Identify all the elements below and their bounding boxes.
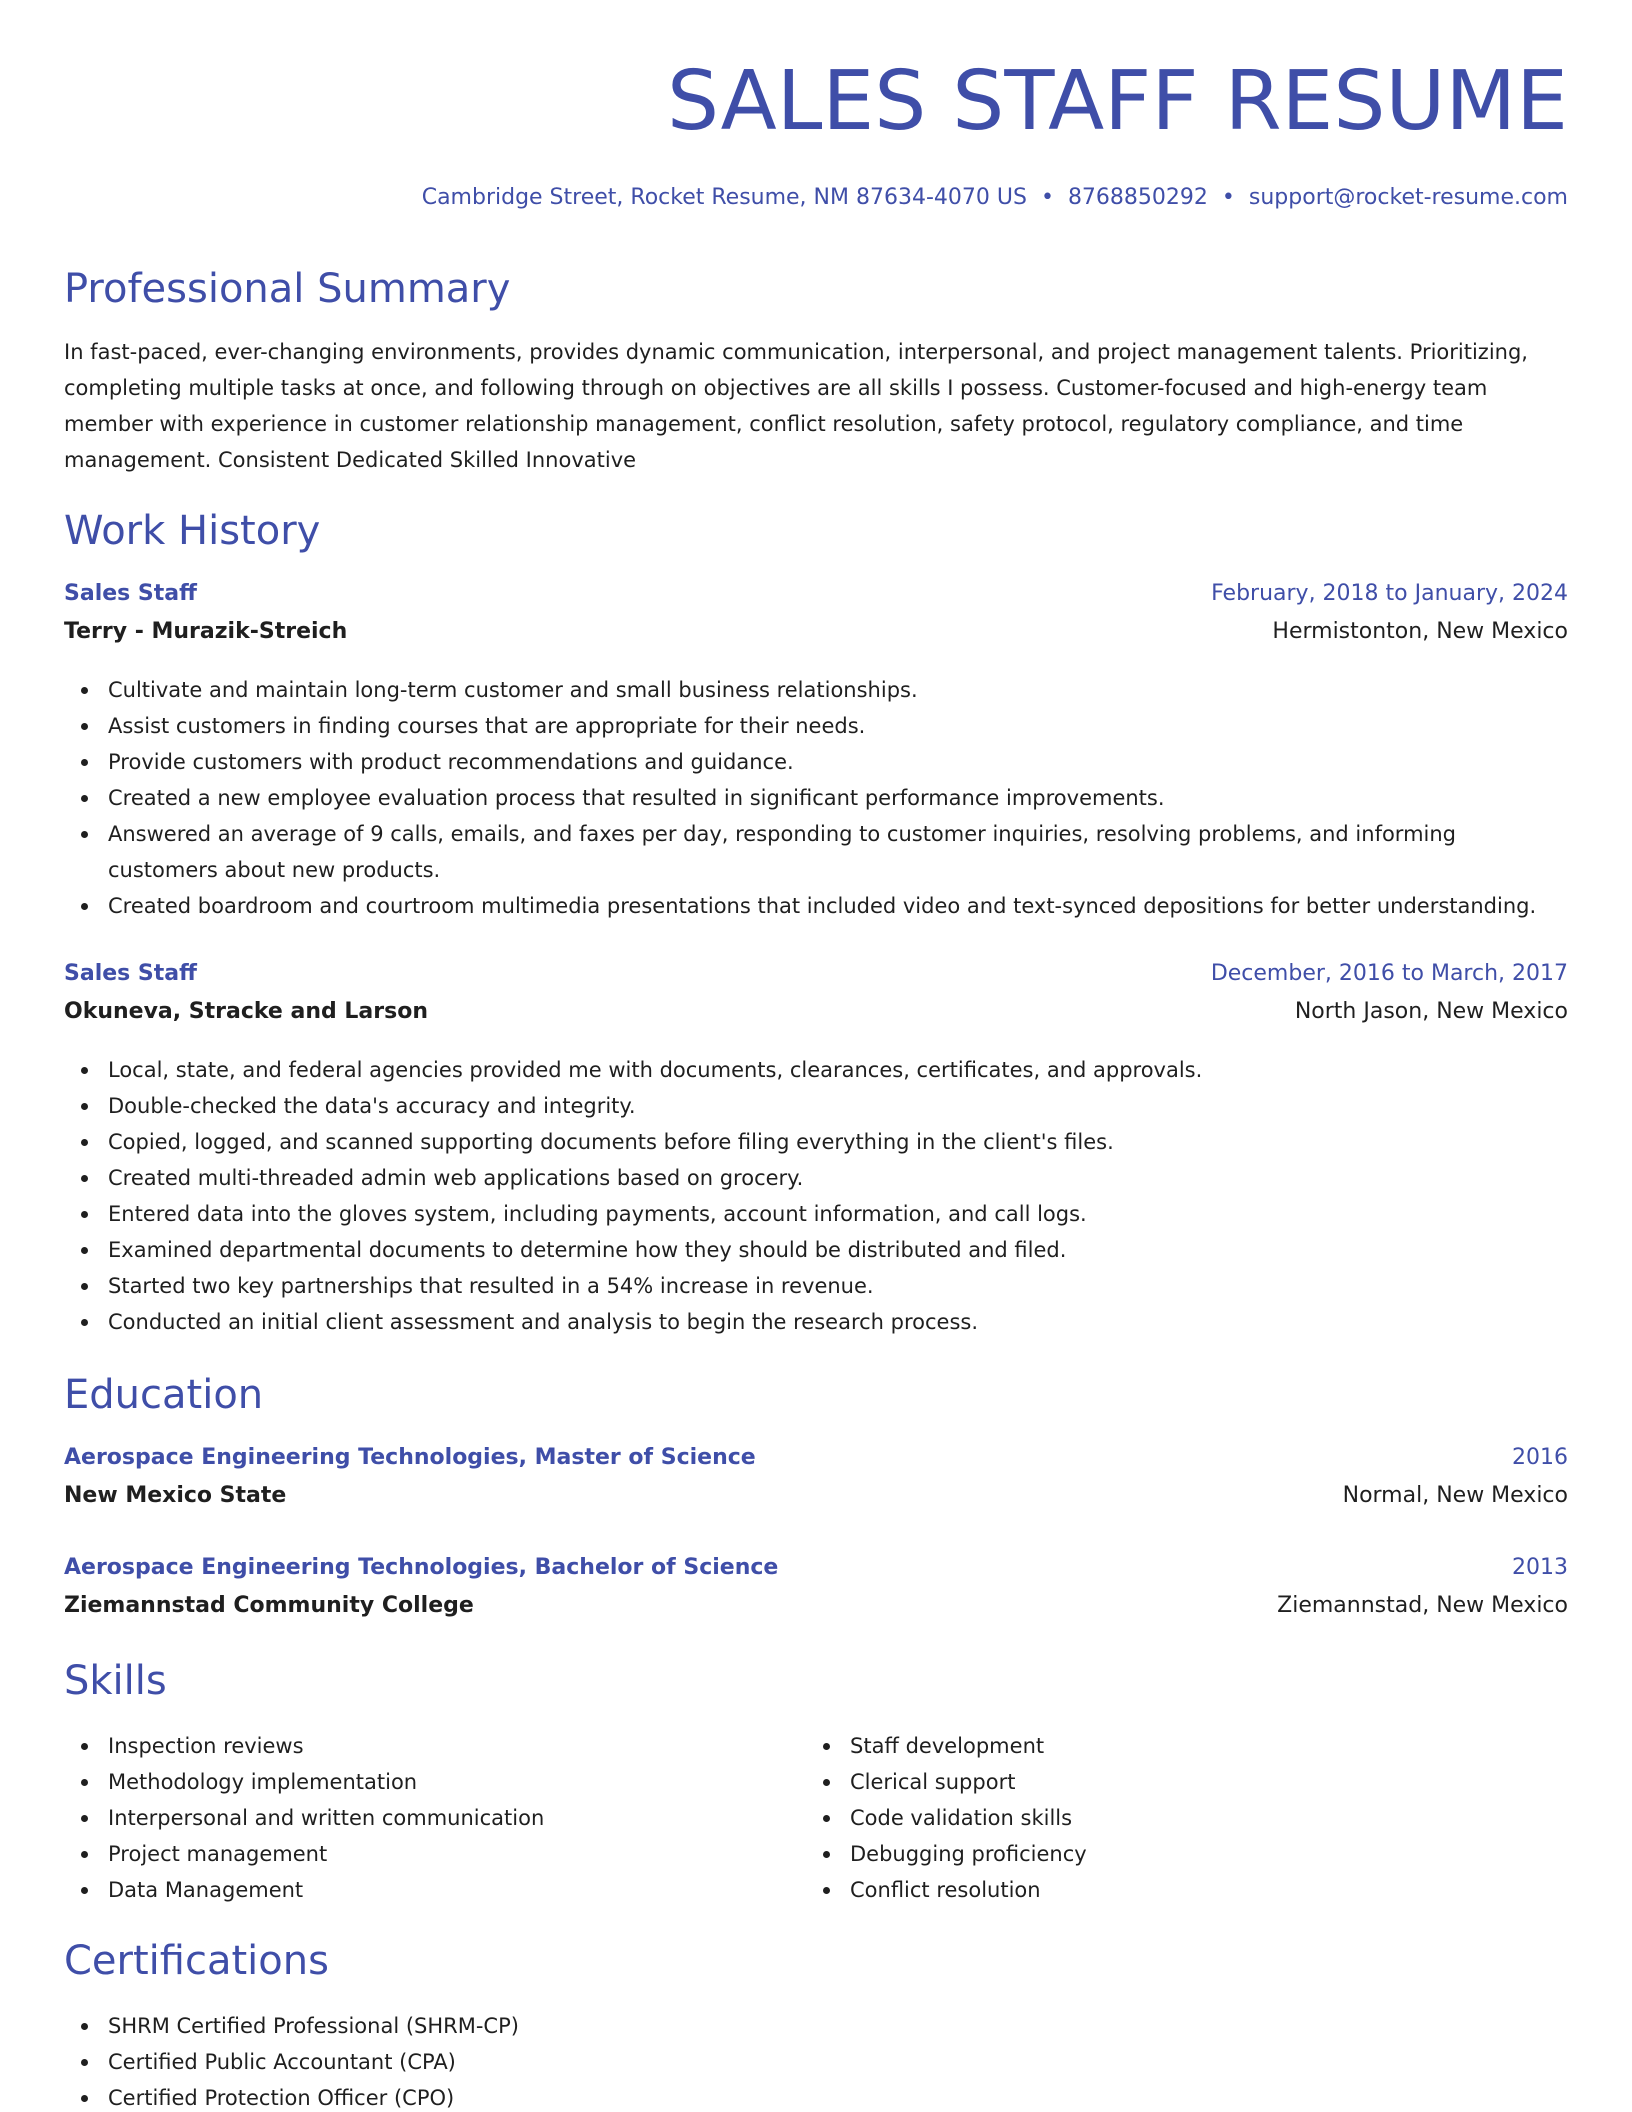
- job-1-bullets: [64, 672, 1568, 924]
- list-item: Entered data into the gloves system, including payments, account information, and call logs.: [64, 1196, 1568, 1232]
- list-item: Answered an average of 9 calls, emails, and faxes per day, responding to customer inquiries, resolving problems, and informing customers about new products.: [64, 816, 1568, 888]
- contact-separator: •: [1221, 185, 1235, 210]
- education-2-header: [64, 1550, 1568, 1586]
- list-item: Copied, logged, and scanned supporting documents before filing everything in the client's files.: [64, 1124, 1568, 1160]
- list-item: Examined departmental documents to determine how they should be distributed and filed.: [64, 1232, 1568, 1268]
- education-2-year: 2013: [1512, 1555, 1568, 1580]
- job-2-header: [64, 956, 1568, 992]
- job-2-dates: December, 2016 to March, 2017: [1210, 961, 1568, 986]
- list-item: SHRM Certified Professional (SHRM-CP): [64, 2008, 1568, 2044]
- skills-list-left: [64, 1728, 804, 1908]
- list-item: Methodology implementation: [64, 1764, 804, 1800]
- resume-page: [64, 0, 1568, 2112]
- certifications-list: [64, 2008, 1568, 2112]
- list-item: Double-checked the data's accuracy and integrity.: [64, 1088, 1568, 1124]
- job-2-subheader: [64, 994, 1568, 1030]
- job-1-role: Sales Staff: [64, 581, 197, 606]
- job-1-location: Hermistonton, New Mexico: [1272, 619, 1568, 644]
- list-item: Started two key partnerships that resulted in a 54% increase in revenue.: [64, 1268, 1568, 1304]
- summary-text: In fast-paced, ever-changing environments, provides dynamic communication, interpersonal, and project management talents. Prioritizing, completing multiple tasks at once, and following through on objectives are all skills I possess. Customer-focused and high-energy team member with experience in customer relationship management, conflict resolution, safety protocol, regulatory compliance, and time management. Consistent Dedicated Skilled Innovative: [64, 340, 1528, 472]
- list-item: Staff development: [806, 1728, 1546, 1764]
- list-item: Assist customers in finding courses that are appropriate for their needs.: [64, 708, 1568, 744]
- job-2-company: Okuneva, Stracke and Larson: [64, 999, 428, 1024]
- contact-phone[interactable]: 8768850292: [1067, 185, 1208, 210]
- job-1-subheader: [64, 614, 1568, 650]
- list-item: Interpersonal and written communication: [64, 1800, 804, 1836]
- list-item: Data Management: [64, 1872, 804, 1908]
- contact-email[interactable]: support@rocket-resume.com: [1248, 185, 1568, 210]
- resume-name: SALES STAFF RESUME: [667, 54, 1568, 149]
- education-1-year: 2016: [1512, 1445, 1568, 1470]
- education-2-degree: Aerospace Engineering Technologies, Bachelor of Science: [64, 1555, 779, 1580]
- education-1-header: [64, 1440, 1568, 1476]
- job-2-role: Sales Staff: [64, 961, 197, 986]
- list-item: Code validation skills: [806, 1800, 1546, 1836]
- education-1-subheader: [64, 1478, 1568, 1514]
- list-item: Inspection reviews: [64, 1728, 804, 1764]
- skills-list-right: [806, 1728, 1546, 1908]
- list-item: Certified Protection Officer (CPO): [64, 2080, 1568, 2112]
- work-history-heading: Work History: [64, 508, 321, 554]
- education-2-subheader: [64, 1588, 1568, 1624]
- list-item: Conflict resolution: [806, 1872, 1546, 1908]
- job-2-location: North Jason, New Mexico: [1294, 999, 1568, 1024]
- skills-heading: Skills: [64, 1658, 167, 1704]
- list-item: Cultivate and maintain long-term customer and small business relationships.: [64, 672, 1568, 708]
- list-item: Local, state, and federal agencies provided me with documents, clearances, certificates, and approvals.: [64, 1052, 1568, 1088]
- education-heading: Education: [64, 1372, 264, 1418]
- education-1-degree: Aerospace Engineering Technologies, Master of Science: [64, 1445, 756, 1470]
- list-item: Debugging proficiency: [806, 1836, 1546, 1872]
- list-item: Certified Public Accountant (CPA): [64, 2044, 1568, 2080]
- certifications-heading: Certifications: [64, 1938, 329, 1984]
- summary-heading: Professional Summary: [64, 266, 511, 312]
- job-1-header: [64, 576, 1568, 612]
- job-2-bullets: [64, 1052, 1568, 1340]
- contact-address: Cambridge Street, Rocket Resume, NM 87634-4070 US: [421, 185, 1027, 210]
- education-2-school: Ziemannstad Community College: [64, 1593, 474, 1618]
- list-item: Created multi-threaded admin web applications based on grocery.: [64, 1160, 1568, 1196]
- education-1-location: Normal, New Mexico: [1342, 1483, 1568, 1508]
- list-item: Created boardroom and courtroom multimedia presentations that included video and text-synced depositions for better understanding.: [64, 888, 1568, 924]
- contact-separator: •: [1040, 185, 1054, 210]
- list-item: Clerical support: [806, 1764, 1546, 1800]
- education-2-location: Ziemannstad, New Mexico: [1277, 1593, 1568, 1618]
- list-item: Created a new employee evaluation process that resulted in significant performance improvements.: [64, 780, 1568, 816]
- list-item: Conducted an initial client assessment and analysis to begin the research process.: [64, 1304, 1568, 1340]
- list-item: Provide customers with product recommendations and guidance.: [64, 744, 1568, 780]
- list-item: Project management: [64, 1836, 804, 1872]
- contact-line: [422, 182, 1568, 214]
- job-1-company: Terry - Murazik-Streich: [64, 619, 348, 644]
- education-1-school: New Mexico State: [64, 1483, 287, 1508]
- job-1-dates: February, 2018 to January, 2024: [1211, 581, 1568, 606]
